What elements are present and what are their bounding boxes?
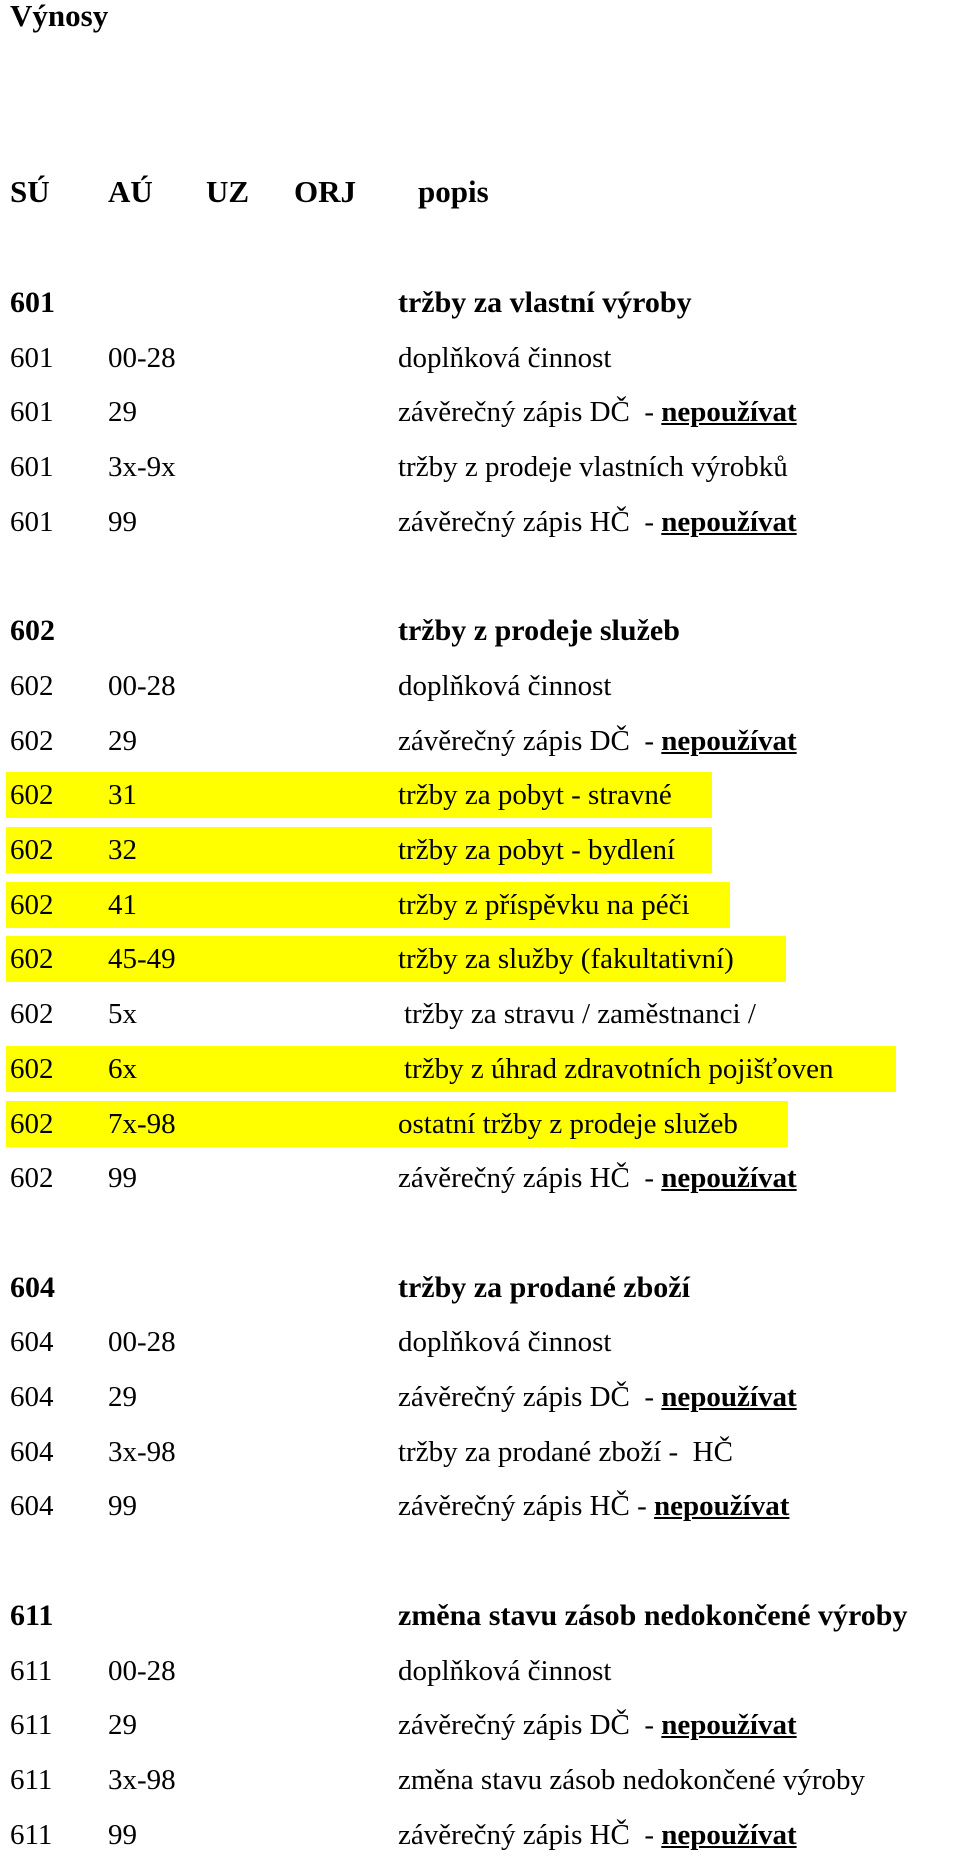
description-text: tržby za pobyt - bydlení	[398, 834, 676, 866]
description-text: doplňková činnost	[398, 669, 612, 702]
description-text: tržby z prodeje vlastních výrobků	[398, 451, 788, 484]
account-row	[0, 768, 960, 822]
account-description	[398, 1644, 611, 1698]
account-au: 32	[108, 834, 137, 866]
do-not-use-label: nepoužívat	[661, 1162, 797, 1195]
do-not-use-label: nepoužívat	[661, 396, 797, 429]
account-row	[0, 1479, 960, 1533]
account-description	[398, 932, 734, 986]
account-row	[0, 1808, 960, 1862]
account-row	[0, 823, 960, 877]
do-not-use-label: nepoužívat	[654, 1490, 790, 1523]
account-su: 601	[10, 451, 54, 484]
account-description	[398, 1698, 797, 1752]
group-heading-row	[0, 276, 960, 330]
account-su: 602	[10, 1107, 54, 1140]
account-au: 29	[108, 1709, 137, 1742]
description-text: závěrečný zápis DČ -	[398, 1709, 662, 1742]
account-au: 29	[108, 396, 137, 429]
account-description	[398, 604, 680, 658]
description-text: závěrečný zápis HČ -	[398, 1490, 655, 1523]
account-description	[398, 1370, 797, 1424]
account-row	[0, 1370, 960, 1424]
account-row	[0, 1097, 960, 1151]
description-text: tržby z příspěvku na péči	[398, 888, 690, 921]
account-description	[398, 495, 797, 549]
account-row	[0, 440, 960, 494]
description-text: tržby za stravu / zaměstnanci /	[404, 998, 756, 1031]
account-su: 611	[10, 1818, 53, 1851]
account-su: 611	[10, 1654, 53, 1687]
account-au: 99	[108, 1818, 137, 1851]
account-row	[0, 1151, 960, 1205]
account-au: 99	[108, 505, 137, 538]
account-description	[398, 768, 672, 822]
account-su: 602	[10, 779, 54, 812]
description-text: závěrečný zápis DČ -	[398, 1381, 662, 1413]
account-description	[398, 1808, 797, 1862]
account-row	[0, 659, 960, 713]
account-description	[398, 1425, 733, 1479]
account-description	[398, 714, 797, 768]
account-description	[398, 1315, 611, 1369]
account-su: 602	[10, 724, 54, 757]
account-description	[398, 1753, 865, 1807]
account-row	[0, 878, 960, 932]
account-row	[0, 385, 960, 439]
header-au: AÚ	[108, 174, 153, 209]
description-text: doplňková činnost	[398, 341, 612, 374]
account-description	[398, 1097, 738, 1151]
account-su: 604	[10, 1270, 55, 1304]
description-text: tržby z prodeje služeb	[398, 614, 680, 648]
account-au: 29	[108, 724, 137, 757]
account-su: 601	[10, 341, 54, 374]
group-heading-row	[0, 604, 960, 658]
header-popis: popis	[418, 174, 489, 209]
description-text: závěrečný zápis DČ -	[398, 396, 662, 429]
account-description	[398, 823, 675, 877]
do-not-use-label: nepoužívat	[661, 505, 797, 538]
account-au: 3x-98	[108, 1763, 176, 1796]
account-row	[0, 1644, 960, 1698]
account-au: 00-28	[108, 1654, 176, 1687]
account-au: 3x-98	[108, 1435, 176, 1468]
account-au: 99	[108, 1162, 137, 1195]
account-au: 3x-9x	[108, 451, 176, 484]
account-su: 602	[10, 888, 54, 921]
header-uz: UZ	[206, 174, 250, 209]
account-su: 611	[10, 1763, 53, 1796]
page-title: Výnosy	[10, 0, 109, 33]
description-text: závěrečný zápis HČ -	[398, 505, 662, 538]
account-row	[0, 1425, 960, 1479]
account-su: 602	[10, 998, 54, 1031]
description-text: změna stavu zásob nedokončené výroby	[398, 1763, 866, 1796]
account-su: 601	[10, 396, 54, 429]
account-row	[0, 1698, 960, 1752]
account-description	[398, 276, 692, 330]
account-su: 602	[10, 943, 54, 976]
do-not-use-label: nepoužívat	[661, 1709, 797, 1742]
description-text: tržby za vlastní výroby	[398, 286, 692, 319]
group-heading-row	[0, 1261, 960, 1315]
header-su: SÚ	[10, 174, 50, 209]
account-su: 601	[10, 505, 54, 538]
description-text: tržby za prodané zboží - HČ	[398, 1435, 733, 1468]
account-row	[0, 714, 960, 768]
description-text: tržby za pobyt - stravné	[398, 779, 672, 812]
account-su: 602	[10, 669, 54, 702]
description-text: ostatní tržby z prodeje služeb	[398, 1107, 738, 1140]
account-row	[0, 331, 960, 385]
account-su: 604	[10, 1326, 54, 1359]
account-su: 601	[10, 286, 55, 319]
description-text: závěrečný zápis HČ -	[398, 1818, 662, 1851]
account-au: 00-28	[108, 1326, 176, 1359]
account-description	[398, 659, 611, 713]
description-text: doplňková činnost	[398, 1654, 612, 1687]
account-row	[0, 1753, 960, 1807]
account-su: 611	[10, 1598, 54, 1632]
account-row	[0, 495, 960, 549]
account-su: 604	[10, 1435, 54, 1468]
account-su: 602	[10, 614, 55, 648]
account-au: 00-28	[108, 669, 176, 702]
account-description	[398, 1261, 690, 1315]
account-description	[404, 987, 756, 1041]
do-not-use-label: nepoužívat	[661, 1381, 797, 1413]
account-au: 31	[108, 779, 137, 812]
header-orj: ORJ	[294, 174, 356, 209]
group-heading-row	[0, 1589, 960, 1643]
account-su: 602	[10, 834, 54, 866]
account-row	[0, 1042, 960, 1096]
account-row	[0, 932, 960, 986]
description-text: tržby z úhrad zdravotních pojišťoven	[404, 1052, 834, 1085]
account-description	[398, 1479, 789, 1533]
description-text: doplňková činnost	[398, 1326, 612, 1359]
account-description	[398, 331, 611, 385]
account-description	[398, 440, 788, 494]
description-text: tržby za prodané zboží	[398, 1270, 690, 1304]
account-su: 602	[10, 1052, 54, 1085]
account-su: 604	[10, 1490, 54, 1523]
account-au: 5x	[108, 998, 137, 1031]
do-not-use-label: nepoužívat	[661, 1818, 797, 1851]
account-au: 41	[108, 888, 137, 921]
do-not-use-label: nepoužívat	[661, 724, 797, 757]
account-su: 602	[10, 1162, 54, 1195]
account-su: 604	[10, 1381, 54, 1413]
account-description	[398, 1151, 797, 1205]
description-text: změna stavu zásob nedokončené výroby	[398, 1598, 908, 1632]
account-au: 29	[108, 1381, 137, 1413]
account-au: 00-28	[108, 341, 176, 374]
account-su: 611	[10, 1709, 53, 1742]
description-text: tržby za služby (fakultativní)	[398, 943, 734, 976]
account-au: 45-49	[108, 943, 176, 976]
account-row	[0, 1315, 960, 1369]
account-description	[404, 1042, 834, 1096]
account-description	[398, 1589, 907, 1643]
account-description	[398, 385, 797, 439]
account-au: 7x-98	[108, 1107, 176, 1140]
account-description	[398, 878, 690, 932]
description-text: závěrečný zápis DČ -	[398, 724, 662, 757]
account-row	[0, 987, 960, 1041]
account-au: 6x	[108, 1052, 137, 1085]
description-text: závěrečný zápis HČ -	[398, 1162, 662, 1195]
account-au: 99	[108, 1490, 137, 1523]
